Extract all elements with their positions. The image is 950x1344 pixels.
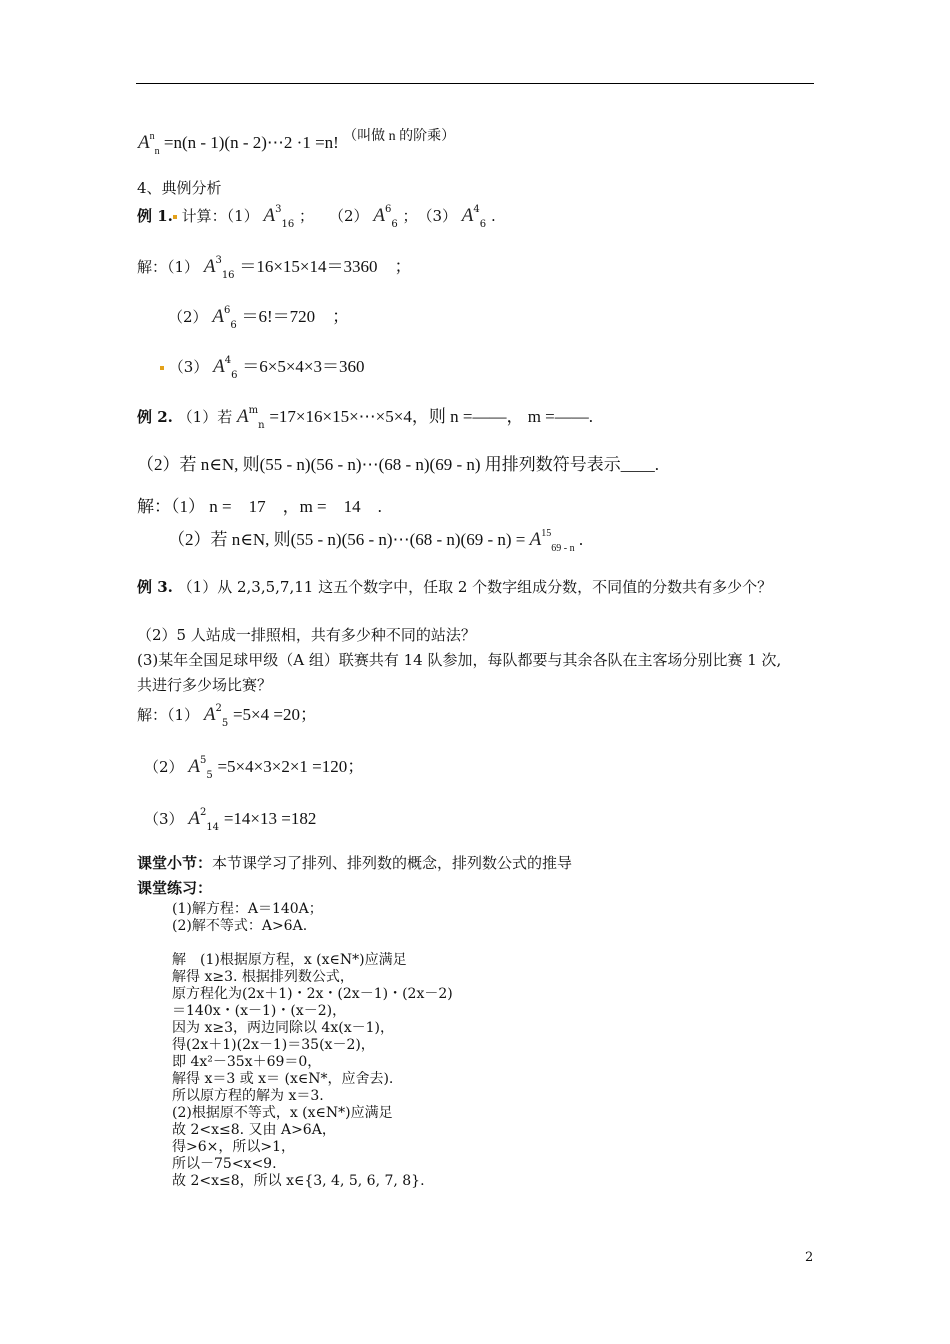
sub: 16 bbox=[221, 270, 235, 281]
permutation-symbol: A bbox=[188, 756, 200, 777]
solution-1-line-3 bbox=[160, 355, 365, 381]
header-rule bbox=[136, 83, 814, 84]
separator: ； （3） bbox=[402, 207, 458, 225]
practice-line: 得(2x＋1)(2x－1)＝35(x－2)， bbox=[172, 1037, 375, 1053]
example-3-line-3: (3)某年全国足球甲级（A 组）联赛共有 14 队参加，每队都要与其余各队在主客场分别比赛 1 次, bbox=[137, 651, 782, 669]
example-3-line-4: 共进行多少场比赛？ bbox=[137, 676, 273, 694]
solution-3-line-3 bbox=[144, 807, 317, 833]
solution-3-line-2 bbox=[144, 755, 365, 781]
separator: ； （2） bbox=[299, 207, 369, 225]
sup: 2 bbox=[215, 703, 222, 714]
example-3-line-2: （2）5 人站成一排照相，共有多少种不同的站法？ bbox=[137, 626, 476, 644]
sup: 3 bbox=[275, 204, 282, 215]
sub: 5 bbox=[206, 770, 213, 781]
marker-dot bbox=[160, 366, 164, 370]
example-2-part-2: （2）若 n∈N, 则(55 - n)(56 - n)⋯(68 - n)(69 - n) 用排列数符号表示____. bbox=[137, 455, 660, 474]
sub: 5 bbox=[221, 718, 229, 729]
practice-line: 解 (1)根据原方程，x (x∈N*)应满足 bbox=[172, 952, 407, 968]
section-heading: 4、典例分析 bbox=[137, 179, 222, 197]
solution-prefix: 解：（1） bbox=[137, 258, 200, 276]
solution-rhs: =5×4×3×2×1 =120； bbox=[217, 757, 365, 776]
solution-3-line-1 bbox=[137, 703, 317, 729]
sub: 14 bbox=[206, 822, 220, 833]
solution-prefix: 解：（1） bbox=[137, 706, 200, 724]
sub: 16 bbox=[281, 219, 295, 230]
formula-rhs: =n(n - 1)(n - 2)⋯2 ·1 =n! bbox=[163, 133, 339, 152]
permutation-symbol: A bbox=[138, 132, 150, 153]
factorial-formula bbox=[138, 129, 456, 157]
solution-1-line-1 bbox=[137, 255, 412, 281]
sup: 4 bbox=[473, 204, 480, 215]
practice-line: 即 4x²－35x＋69＝0， bbox=[172, 1054, 322, 1070]
practice-line: 故 2<x≤8，所以 x∈{3, 4, 5, 6, 7, 8}. bbox=[172, 1173, 425, 1189]
example-1 bbox=[137, 204, 496, 230]
solution-prefix: （3） bbox=[168, 358, 209, 376]
sup: 5 bbox=[199, 755, 207, 766]
permutation-symbol: A bbox=[213, 356, 225, 377]
page-number: 2 bbox=[805, 1250, 814, 1265]
solution-1-line-2 bbox=[168, 305, 350, 331]
practice-line: 因为 x≥3，两边同除以 4x(x－1)， bbox=[172, 1020, 394, 1036]
solution-rhs: =5×4 =20； bbox=[232, 705, 317, 724]
sup: 15 bbox=[541, 528, 552, 539]
example-2-part-1 bbox=[137, 405, 594, 431]
period: . bbox=[490, 207, 496, 225]
class-summary bbox=[137, 854, 572, 872]
example-text: 计算：（1） bbox=[181, 207, 259, 225]
example-text: （1）若 bbox=[177, 408, 233, 426]
sub: 6 bbox=[391, 219, 398, 230]
example-label: 例 1. bbox=[137, 207, 173, 225]
practice-line: 解得 x≥3. 根据排列数公式， bbox=[172, 969, 354, 985]
practice-line: ＝140x・(x－1)・(x－2)， bbox=[172, 1003, 347, 1019]
example-3-line-1 bbox=[137, 578, 772, 596]
solution-2-line-1: 解：（1） n = 17 ，m = 14 . bbox=[137, 497, 382, 516]
sup: 6 bbox=[223, 305, 231, 316]
sup: m bbox=[248, 405, 259, 416]
permutation-symbol: A bbox=[263, 205, 276, 226]
sub: 6 bbox=[230, 320, 237, 331]
permutation-symbol: A bbox=[203, 704, 216, 725]
permutation-symbol: A bbox=[212, 306, 224, 327]
solution-2-line-2 bbox=[168, 528, 584, 554]
solution-prefix: （2） bbox=[144, 758, 184, 776]
practice-line: 解得 x＝3 或 x＝ (x∈N*，应舍去). bbox=[172, 1071, 394, 1087]
sup: 4 bbox=[224, 355, 232, 366]
permutation-symbol: A bbox=[373, 205, 385, 226]
practice-line: 原方程化为(2x＋1)・2x・(2x－1)・(2x－2) bbox=[172, 986, 453, 1002]
summary-label: 课堂小节： bbox=[137, 854, 213, 872]
sub: 6 bbox=[479, 219, 487, 230]
sub: 6 bbox=[231, 370, 238, 381]
solution-rhs: =14×13 =182 bbox=[223, 809, 317, 828]
sup: 2 bbox=[199, 807, 207, 818]
practice-line: (2)根据原不等式，x (x∈N*)应满足 bbox=[172, 1105, 393, 1121]
practice-label: 课堂练习： bbox=[137, 879, 213, 897]
permutation-symbol: A bbox=[188, 808, 200, 829]
sub: n bbox=[258, 420, 265, 431]
example-text: （1）从 2,3,5,7,11 这五个数字中，任取 2 个数字组成分数，不同值的分数共有多少个？ bbox=[177, 578, 773, 596]
permutation-symbol: A bbox=[529, 529, 542, 550]
sub: 69 - n bbox=[551, 543, 575, 554]
example-rhs: =17×16×15×⋯×5×4，则 n =——， m =——. bbox=[269, 407, 594, 426]
practice-line: 所以－75<x<9. bbox=[172, 1156, 277, 1172]
permutation-symbol: A bbox=[461, 205, 474, 226]
practice-line: (1)解方程：A＝140A； bbox=[172, 901, 323, 917]
period: . bbox=[578, 530, 584, 549]
permutation-symbol: A bbox=[237, 406, 249, 427]
sup: 3 bbox=[215, 255, 222, 266]
formula-note: （叫做 n 的阶乘） bbox=[343, 129, 456, 144]
practice-line: 所以原方程的解为 x＝3. bbox=[172, 1088, 324, 1104]
practice-line: 故 2<x≤8. 又由 A>6A， bbox=[172, 1122, 336, 1138]
practice-heading bbox=[137, 879, 212, 897]
sub: n bbox=[154, 146, 160, 157]
solution-text: （2）若 n∈N, 则(55 - n)(56 - n)⋯(68 - n)(69 - n) = bbox=[168, 530, 526, 549]
solution-prefix: （3） bbox=[144, 810, 184, 828]
practice-line: (2)解不等式：A>6A. bbox=[172, 918, 308, 934]
solution-prefix: （2） bbox=[168, 308, 208, 326]
solution-rhs: ＝6×5×4×3＝360 bbox=[242, 357, 365, 376]
solution-rhs: ＝6!＝720 ； bbox=[241, 307, 350, 326]
example-label: 例 3. bbox=[137, 578, 173, 596]
solution-rhs: ＝16×15×14＝3360 ； bbox=[239, 257, 412, 276]
sup: n bbox=[149, 131, 155, 142]
practice-line: 得>6×，所以>1， bbox=[172, 1139, 296, 1155]
example-label: 例 2. bbox=[137, 408, 173, 426]
permutation-symbol: A bbox=[203, 256, 216, 277]
summary-text: 本节课学习了排列、排列数的概念，排列数公式的推导 bbox=[212, 854, 573, 872]
marker-dot bbox=[173, 215, 177, 219]
sup: 6 bbox=[384, 204, 392, 215]
